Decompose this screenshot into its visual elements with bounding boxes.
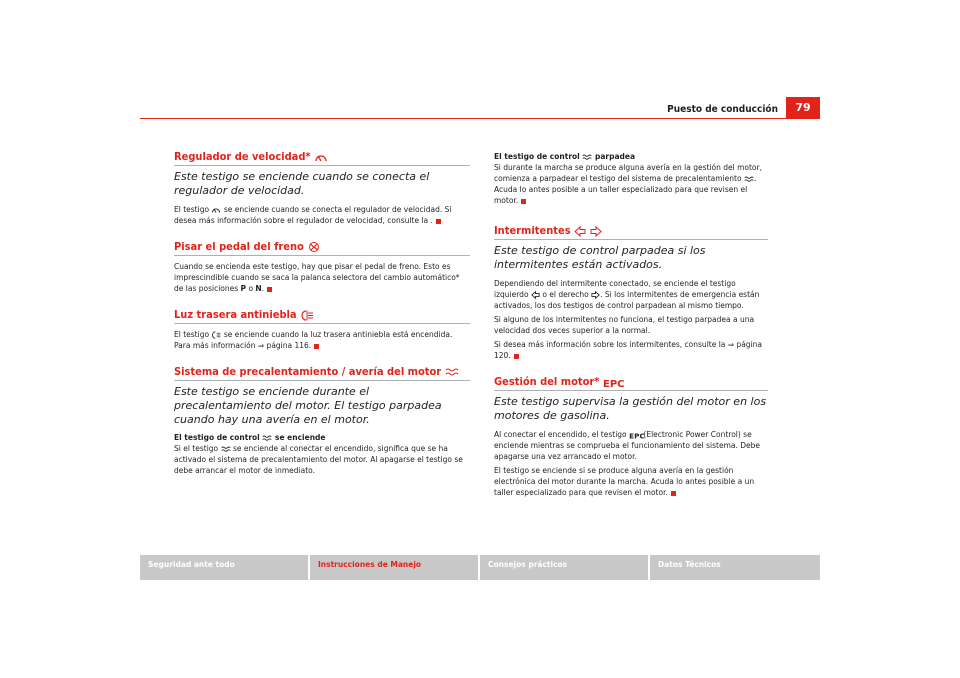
end-mark-icon xyxy=(521,199,526,204)
end-mark-icon xyxy=(267,287,272,292)
glow-plug-icon xyxy=(262,435,272,442)
paragraph: Si durante la marcha se produce alguna avería en la gestión del motor, comienza a parpadear el testigo del sistema de precalentamiento . Acuda lo antes posible a un taller especializado para que revisen el motor. xyxy=(494,163,762,205)
header-rule xyxy=(140,118,820,119)
turn-signal-left-icon xyxy=(574,226,586,237)
paragraph: Cuando se encienda este testigo, hay que pisar el pedal de freno. Esto es imprescindible cuando se saca la palanca selectora del cambio automático* de las posiciones P o N. xyxy=(174,262,460,293)
svg-text:EPC: EPC xyxy=(629,431,645,441)
left-column xyxy=(174,150,504,494)
turn-signal-right-icon xyxy=(591,291,600,299)
right-column xyxy=(494,152,768,516)
section-glow-plug-flashing xyxy=(494,152,768,206)
paragraph: El testigo se enciende cuando la luz trasera antiniebla está encendida. Para más información ⇒ página 116. xyxy=(174,330,453,350)
section-heading: Intermitentes xyxy=(494,224,768,240)
paragraph: Si alguno de los intermitentes no funciona, el testigo parpadea a una velocidad dos veces superior a la normal. xyxy=(494,315,755,335)
section-subtitle: Este testigo de control parpadea si los intermitentes están activados. xyxy=(494,244,706,271)
section-brake-pedal xyxy=(174,240,504,294)
paragraph: Si desea más información sobre los intermitentes, consulte la ⇒ página 120. xyxy=(494,340,762,360)
end-mark-icon xyxy=(436,219,441,224)
end-mark-icon xyxy=(514,354,519,359)
section-subtitle: Este testigo supervisa la gestión del motor en los motores de gasolina. xyxy=(494,395,767,422)
section-heading: Sistema de precalentamiento / avería del motor xyxy=(174,365,470,381)
footer-tab-instrucciones[interactable]: Instrucciones de Manejo xyxy=(310,555,478,580)
glow-plug-icon xyxy=(744,176,754,183)
footer-tab-datos[interactable]: Datos Técnicos xyxy=(650,555,820,580)
glow-plug-icon xyxy=(582,154,592,161)
footer-tab-seguridad[interactable]: Seguridad ante todo xyxy=(140,555,308,580)
section-subtitle: Este testigo se enciende cuando se conecta el regulador de velocidad. xyxy=(174,170,430,197)
footer-tab-consejos[interactable]: Consejos prácticos xyxy=(480,555,648,580)
speedometer-icon xyxy=(211,206,221,214)
section-turn-signals xyxy=(494,224,768,361)
section-glow-plug xyxy=(174,365,504,476)
end-mark-icon xyxy=(671,491,676,496)
glow-plug-icon xyxy=(445,368,459,377)
speedometer-icon xyxy=(314,152,328,163)
section-subtitle: Este testigo se enciende durante el precalentamiento del motor. El testigo parpadea cuando hay una avería en el motor. xyxy=(174,385,442,426)
end-mark-icon xyxy=(314,344,319,349)
section-heading: Pisar el pedal del freno xyxy=(174,240,470,256)
rear-fog-light-icon xyxy=(300,310,314,321)
paragraph: El testigo se enciende si se produce alguna avería en la gestión electrónica del motor durante la marcha. Acuda lo antes posible a un taller especializado para que revisen el motor. xyxy=(494,466,755,497)
paragraph: Si el testigo se enciende al conectar el encendido, significa que se ha activado el sistema de precalentamiento del motor. Al apagarse el testigo se debe arrancar el motor de inmediato. xyxy=(174,444,463,475)
section-heading: Gestión del motor* EPC xyxy=(494,375,768,391)
section-heading: Regulador de velocidad* xyxy=(174,150,470,166)
section-rear-fog xyxy=(174,308,504,351)
section-heading: Luz trasera antiniebla xyxy=(174,308,470,324)
svg-text:EPC: EPC xyxy=(602,378,625,390)
epc-icon xyxy=(602,377,625,390)
rear-fog-light-icon xyxy=(211,331,221,339)
subheading: El testigo de control parpadea xyxy=(494,152,636,161)
turn-signal-right-icon xyxy=(590,226,602,237)
epc-icon xyxy=(629,431,645,441)
section-engine-management xyxy=(494,375,768,498)
brake-pedal-icon xyxy=(307,242,321,253)
glow-plug-icon xyxy=(221,446,231,453)
page-title: Puesto de conducción xyxy=(667,104,778,115)
turn-signal-left-icon xyxy=(531,291,540,299)
paragraph: Al conectar el encendido, el testigo EPC (Electronic Power Control) se enciende mientras se comprueba el funcionamiento del sistema. Debe apagarse una vez arrancado el motor. xyxy=(494,430,761,461)
footer-nav xyxy=(140,555,820,580)
subheading: El testigo de control se enciende xyxy=(174,433,326,442)
page-number: 79 xyxy=(786,97,820,119)
paragraph: Dependiendo del intermitente conectado, se enciende el testigo izquierdo o el derecho . Si los intermitentes de emergencia están activados, los dos testigos de control parpadean al mismo tiempo. xyxy=(494,279,760,310)
paragraph: El testigo se enciende cuando se conecta el regulador de velocidad. Si desea más información sobre el regulador de velocidad, consulte la . xyxy=(174,205,452,225)
section-cruise-control xyxy=(174,150,504,226)
